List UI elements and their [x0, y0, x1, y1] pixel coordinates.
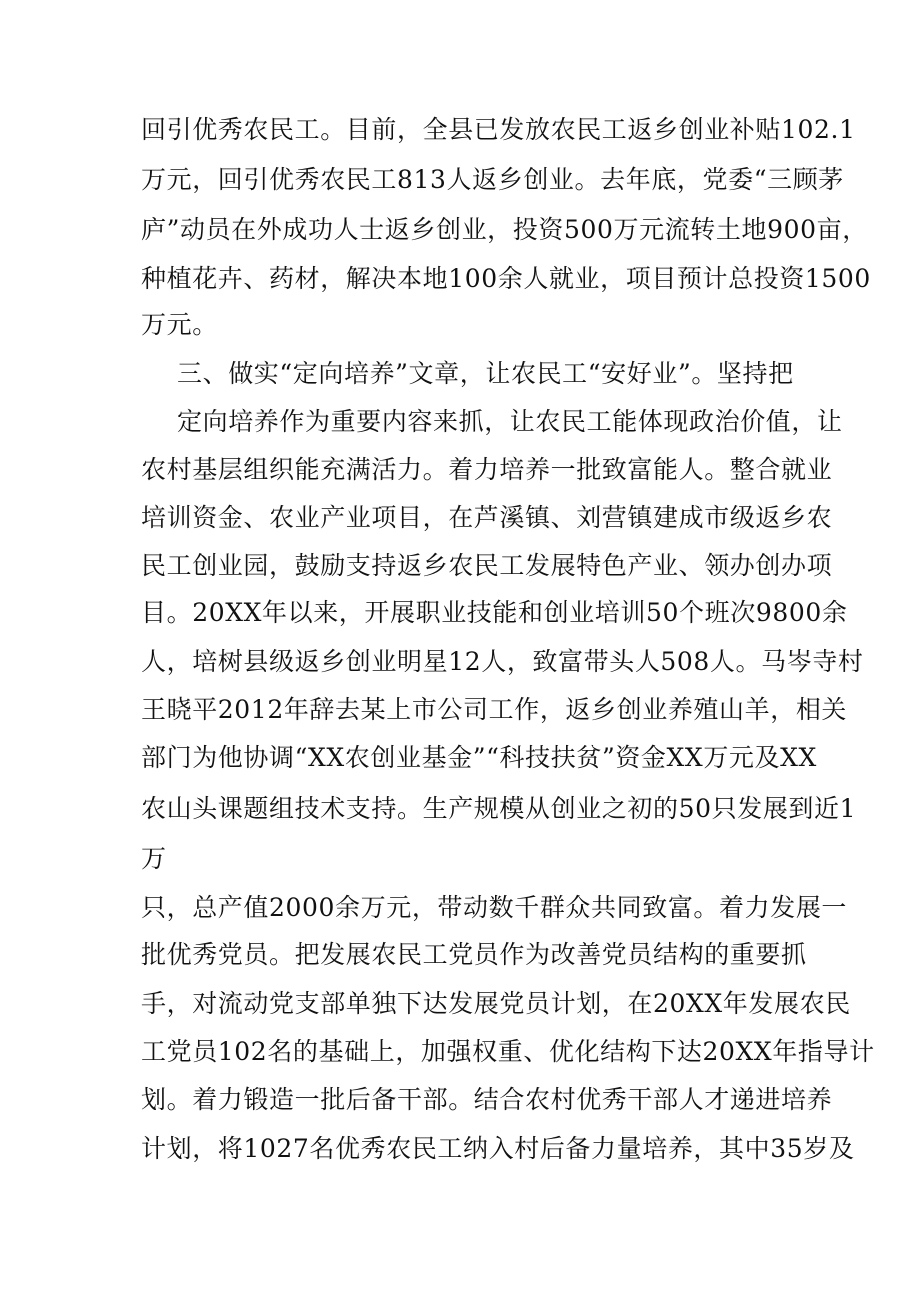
- paragraph-line: 培训资金、农业产业项目，在芦溪镇、刘营镇建成市级返乡农: [141, 503, 833, 532]
- paragraph-line: 农村基层组织能充满活力。着力培养一批致富能人。整合就业: [141, 455, 833, 484]
- section-heading-line: 三、做实“定向培养”文章，让农民工“安好业”。坚持把: [177, 359, 794, 388]
- paragraph-line: 批优秀党员。把发展农民工党员作为改善党员结构的重要抓: [141, 940, 807, 969]
- paragraph-line: 定向培养作为重要内容来抓，让农民工能体现政治价值，让: [177, 407, 843, 436]
- paragraph-line: 民工创业园，鼓励支持返乡农民工发展特色产业、领办创办项: [141, 551, 833, 580]
- paragraph-line: 只，总产值2000余万元，带动数千群众共同致富。着力发展一: [141, 893, 848, 922]
- paragraph-line: 人，培树县级返乡创业明星12人，致富带头人508人。马岑寺村: [141, 647, 864, 676]
- paragraph-line: 农山头课题组技术支持。生产规模从创业之初的50只发展到近1: [141, 794, 857, 823]
- paragraph-line: 种植花卉、药材，解决本地100余人就业，项目预计总投资1500: [141, 264, 871, 293]
- paragraph-line: 王晓平2012年辞去某上市公司工作，返乡创业养殖山羊，相关: [141, 695, 848, 724]
- paragraph-line: 手，对流动党支部单独下达发展党员计划，在20XX年发展农民: [141, 989, 851, 1018]
- paragraph-line: 万: [141, 844, 167, 873]
- paragraph-line: 工党员102名的基础上，加强权重、优化结构下达20XX年指导计: [141, 1037, 875, 1066]
- paragraph-line: 计划，将1027名优秀农民工纳入村后备力量培养，其中35岁及: [141, 1134, 855, 1163]
- paragraph-line: 庐”动员在外成功人士返乡创业，投资500万元流转土地900亩，: [141, 215, 868, 244]
- paragraph-line: 万元，回引优秀农民工813人返乡创业。去年底，党委“三顾茅: [141, 165, 844, 194]
- paragraph-line: 划。着力锻造一批后备干部。结合农村优秀干部人才递进培养: [141, 1085, 833, 1114]
- paragraph-line: 回引优秀农民工。目前，全县已发放农民工返乡创业补贴102.1: [141, 115, 856, 144]
- paragraph-line: 目。20XX年以来，开展职业技能和创业培训50个班次9800余: [141, 598, 848, 627]
- paragraph-line: 部门为他协调“XX农创业基金”“科技扶贫”资金XX万元及XX: [141, 743, 817, 772]
- paragraph-line: 万元。: [141, 310, 218, 339]
